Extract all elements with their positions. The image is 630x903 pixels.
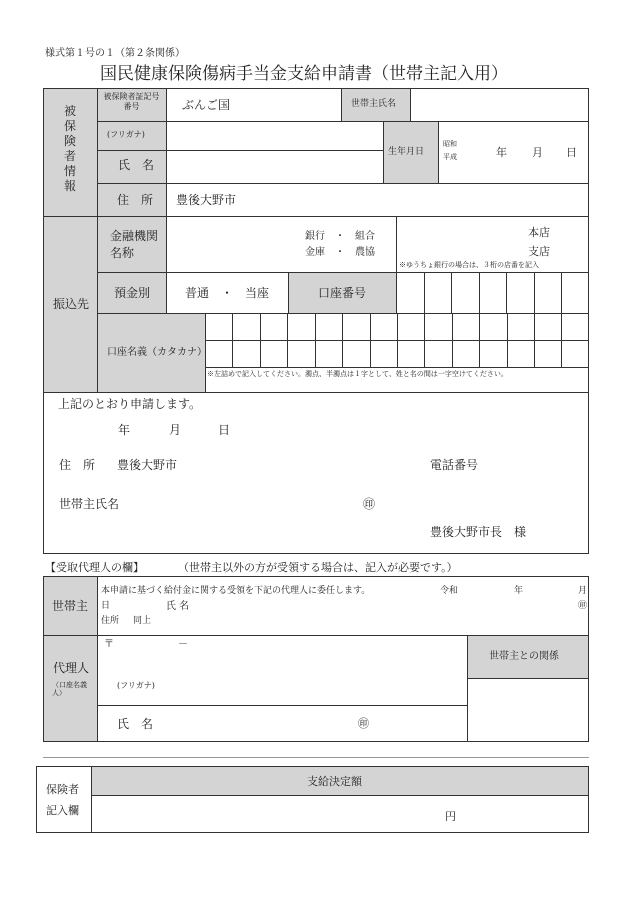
addressee: 豊後大野市長 様 bbox=[430, 525, 527, 539]
birth-year: 年 bbox=[496, 146, 507, 159]
birth-month: 月 bbox=[532, 146, 543, 159]
delegation-year: 年 bbox=[514, 586, 524, 596]
branch-main: 本店 bbox=[528, 226, 550, 239]
declaration-month: 月 bbox=[169, 423, 182, 437]
head-name-label: 世帯主氏名 bbox=[351, 99, 397, 109]
card-number-label: 被保険者証記号番号 bbox=[103, 92, 160, 111]
birth-day: 日 bbox=[566, 146, 577, 159]
deposit-label: 預金別 bbox=[114, 286, 151, 300]
seal-mark: ㊞ bbox=[363, 497, 376, 511]
address-value[interactable]: 豊後大野市 bbox=[176, 193, 237, 207]
delegation-month: 月 bbox=[578, 586, 588, 596]
delegation-seal: ㊞ bbox=[578, 601, 588, 611]
agent-label: 代理人 bbox=[53, 661, 90, 675]
insured-section-label: 被保険者情報 bbox=[63, 104, 76, 193]
delegation-text: 本申請に基づく給付金に関する受領を下記の代理人に委任します。 bbox=[101, 586, 371, 596]
separator-line bbox=[43, 757, 589, 758]
declaration-address-label: 住 所 bbox=[59, 458, 96, 472]
declaration-statement: 上記のとおり申請します。 bbox=[58, 397, 202, 411]
address-label: 住 所 bbox=[117, 193, 154, 207]
account-number-boxes[interactable] bbox=[396, 272, 589, 313]
delegation-address-label: 住所 bbox=[101, 616, 120, 626]
agent-note: （口座名義人） bbox=[52, 681, 87, 697]
agent-furigana-label: (フリガナ) bbox=[117, 681, 155, 690]
account-name-boxes[interactable] bbox=[205, 313, 589, 367]
transfer-section-label: 振込先 bbox=[53, 297, 90, 311]
card-number-value[interactable]: ぶんご国 bbox=[182, 98, 231, 112]
furigana-label: (フリガナ) bbox=[107, 130, 145, 139]
postal-mark: 〒 bbox=[104, 639, 114, 650]
delegation-era: 令和 bbox=[440, 586, 459, 596]
account-number-label: 口座番号 bbox=[318, 286, 367, 300]
agent-seal: ㊞ bbox=[358, 717, 369, 730]
delegation-address-value: 同上 bbox=[133, 616, 152, 626]
yucho-note: ※ゆうちょ銀行の場合は、３桁の店番を記入 bbox=[399, 261, 539, 269]
head-label: 世帯主 bbox=[52, 599, 89, 613]
agent-heading-note: （世帯主以外の方が受領する場合は、記入が必要です。） bbox=[178, 561, 458, 574]
amount-label: 支給決定額 bbox=[307, 775, 362, 788]
birth-label: 生年月日 bbox=[388, 147, 425, 157]
form-number: 様式第１号の１（第２条関係） bbox=[45, 48, 185, 59]
phone-label: 電話番号 bbox=[430, 458, 479, 472]
era-heisei: 平成 bbox=[443, 153, 457, 161]
era-showa: 昭和 bbox=[443, 140, 457, 148]
bank-type-2: 金庫 ・ 農協 bbox=[305, 247, 375, 258]
declaration-address-value[interactable]: 豊後大野市 bbox=[117, 458, 178, 472]
yen-label: 円 bbox=[445, 810, 456, 823]
declaration-head-name-label: 世帯主氏名 bbox=[59, 497, 120, 511]
agent-name-label: 氏 名 bbox=[117, 717, 154, 731]
account-name-label: 口座名義（カタカナ） bbox=[107, 347, 207, 358]
branch-sub: 支店 bbox=[528, 245, 550, 258]
declaration-day: 日 bbox=[218, 423, 231, 437]
name-label: 氏 名 bbox=[118, 158, 155, 172]
deposit-options[interactable]: 普通 ・ 当座 bbox=[185, 286, 270, 300]
agent-heading: 【受取代理人の欄】 bbox=[45, 561, 144, 574]
delegation-name-label: 氏 名 bbox=[166, 601, 190, 612]
insurer-label-1: 保険者 bbox=[46, 783, 79, 796]
account-note: ※左詰めで記入してください。濁点、半濁点は１字として、姓と名の間は一字空けてください。 bbox=[207, 370, 508, 378]
bank-type-1: 銀行 ・ 組合 bbox=[305, 231, 375, 242]
delegation-day: 日 bbox=[101, 601, 111, 611]
bank-name-label: 金融機関名称 bbox=[110, 229, 159, 260]
postal-dash: － bbox=[178, 639, 188, 650]
declaration-year: 年 bbox=[118, 423, 131, 437]
form-title: 国民健康保険傷病手当金支給申請書（世帯主記入用） bbox=[100, 64, 508, 84]
relation-label: 世帯主との関係 bbox=[489, 651, 559, 662]
insurer-label-2: 記入欄 bbox=[46, 804, 79, 817]
